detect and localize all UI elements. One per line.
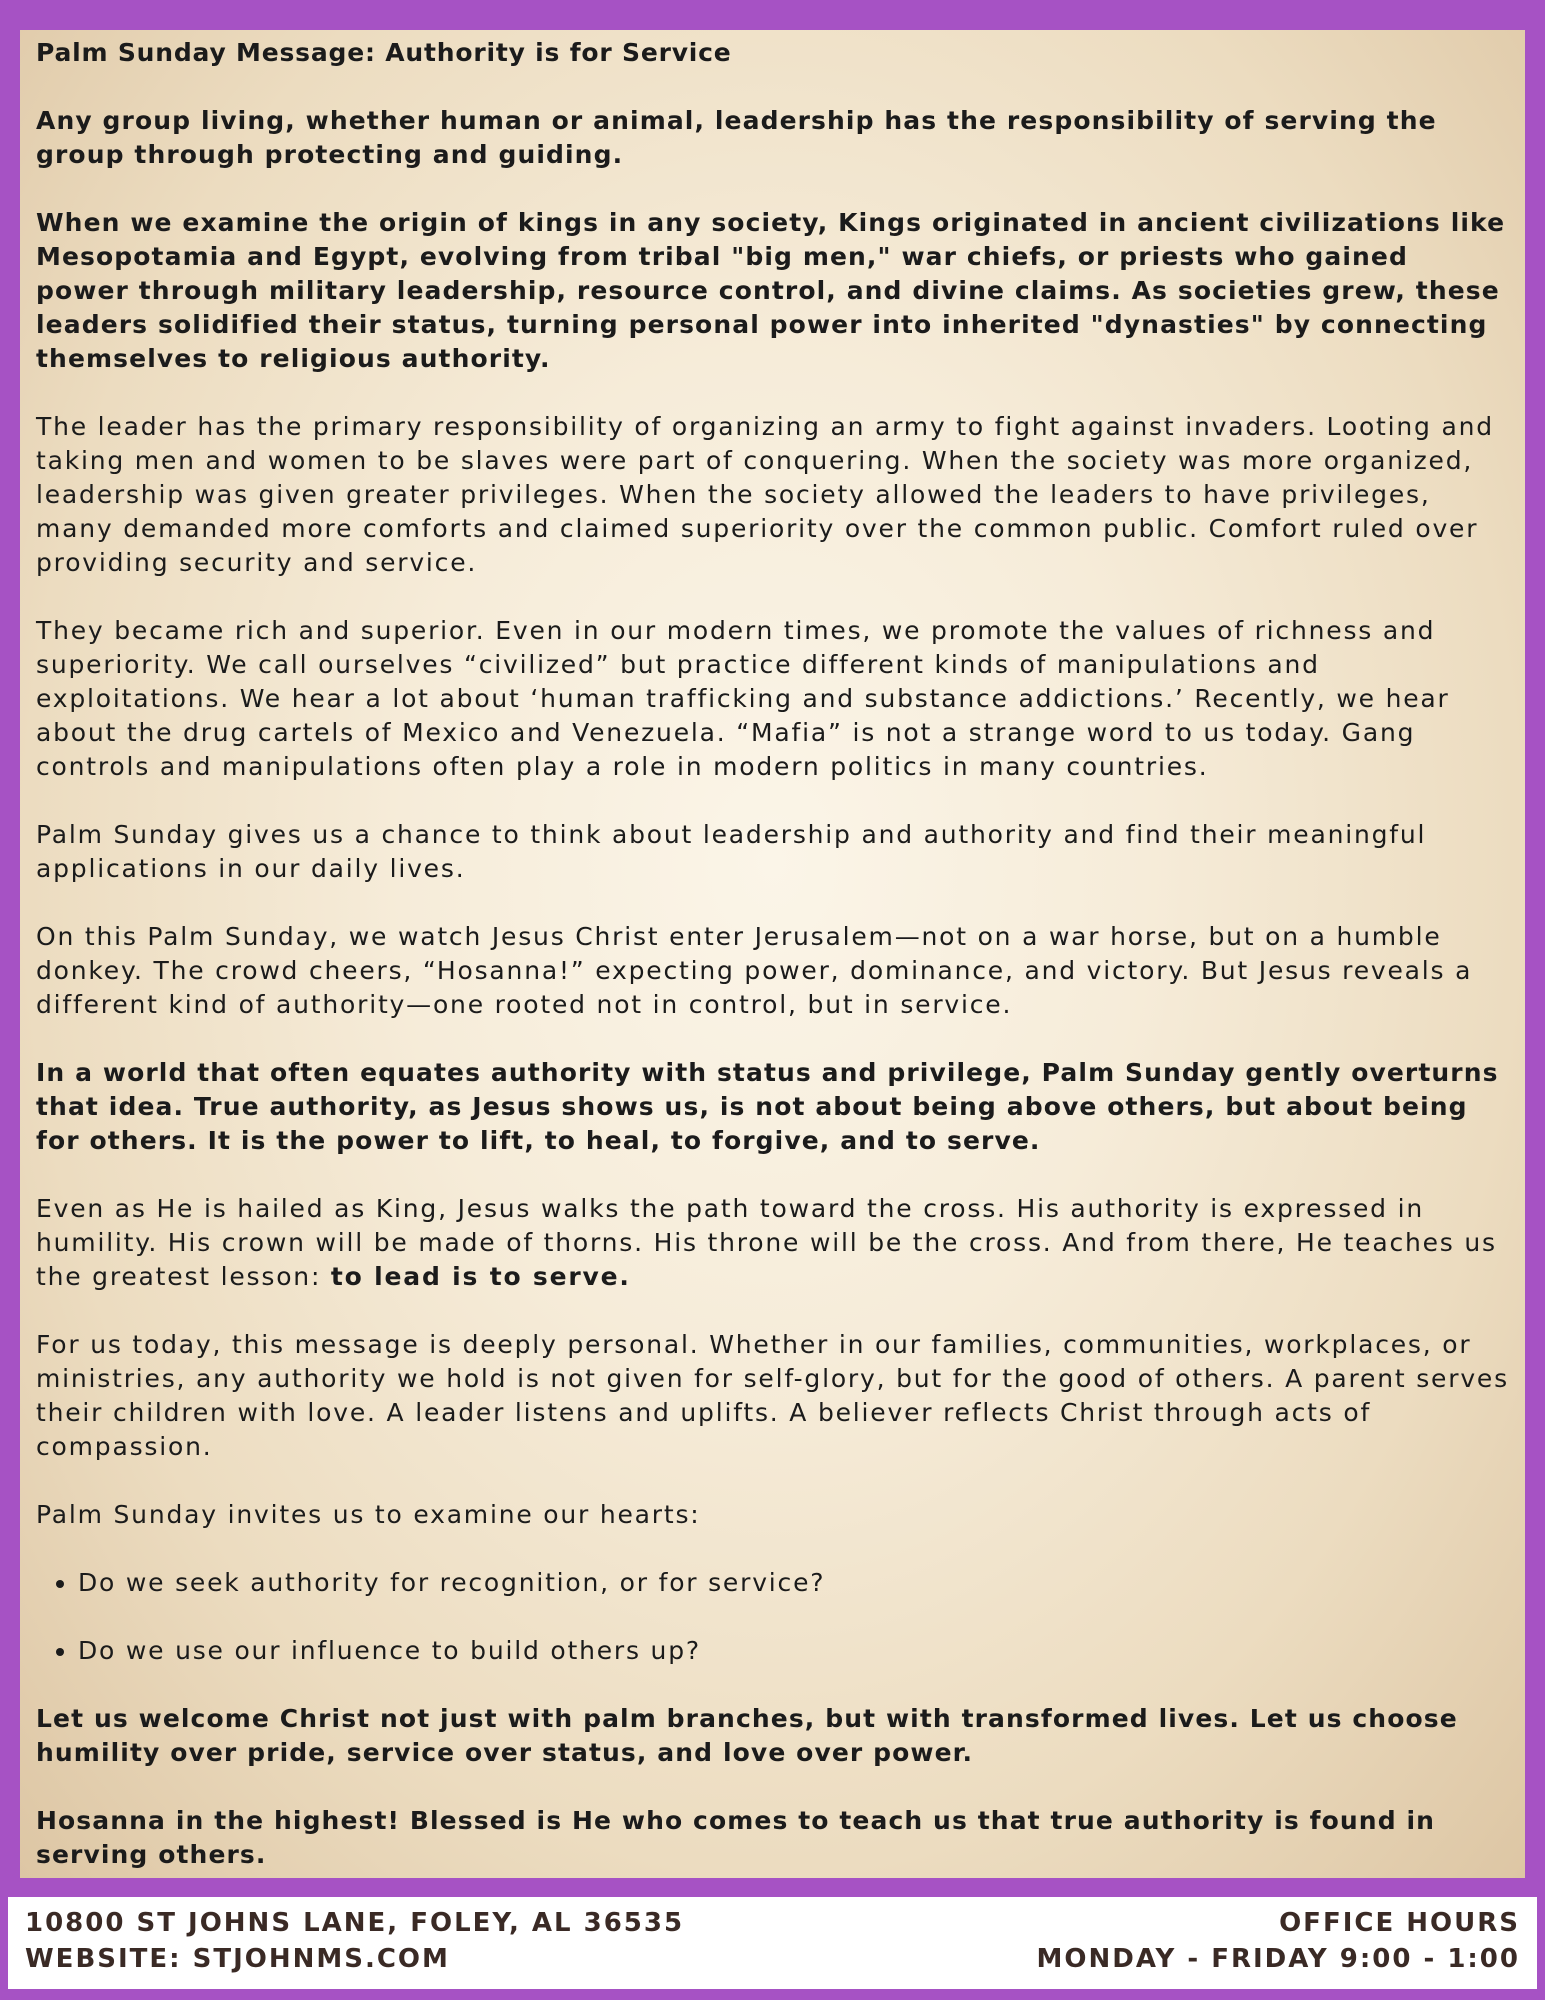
list-item: • Do we seek authority for recognition, or for service? [78, 1566, 1509, 1600]
paragraph-5: Palm Sunday gives us a chance to think about leadership and authority and find their meaningful applications in our daily lives. [36, 820, 1427, 883]
footer-hours-label: OFFICE HOURS [1279, 1908, 1520, 1938]
footer-hours-value: MONDAY - FRIDAY 9:00 - 1:00 [1036, 1944, 1520, 1974]
paragraph-3: The leader has the primary responsibility of organizing an army to fight against invaders. Looting and taking men and women to be slaves were part of conquering. When the society was more organized, leadership was given greater privileges. When the society allowed the leaders to have privileges, many demanded more comforts and claimed superiority over the common public. Comfort ruled over providing security and service. [36, 412, 1494, 577]
paragraph-4: They became rich and superior. Even in our modern times, we promote the values of richness and superiority. We call ourselves “civilized” but practice different kinds of manipulations and exploitations. We hear a lot about ‘human trafficking and substance addictions.’ Recently, we hear about the drug cartels of Mexico and Venezuela. “Mafia” is not a strange word to us today. Gang controls and manipulations often play a role in modern politics in many countries. [36, 616, 1450, 781]
paragraph-8-emphasis: to lead is to serve. [330, 1262, 631, 1291]
footer-hours [1037, 1905, 1520, 1977]
page-title: Palm Sunday Message: Authority is for Service [36, 38, 732, 67]
paragraph-8 [36, 1192, 1509, 1294]
paragraph-6: On this Palm Sunday, we watch Jesus Christ enter Jerusalem—not on a war horse, but on a humble donkey. The crowd cheers, “Hosanna!” expecting power, dominance, and victory. But Jesus reveals a different kind of authority—one rooted not in control, but in service. [36, 922, 1473, 1019]
paragraph-7: In a world that often equates authority with status and privilege, Palm Sunday gently overturns that idea. True authority, as Jesus shows us, is not about being above others, but about being for others. It is the power to lift, to heal, to forgive, and to serve. [36, 1058, 1499, 1155]
paragraph-1: Any group living, whether human or animal, leadership has the responsibility of serving the group through protecting and guiding. [36, 106, 1437, 169]
list-item: • Do we use our influence to build others up? [78, 1634, 1509, 1668]
footer-website: WEBSITE: STJOHNMS.COM [25, 1944, 450, 1974]
footer-address: 10800 ST JOHNS LANE, FOLEY, AL 36535 [25, 1908, 685, 1938]
question-list [36, 1566, 1509, 1668]
footer-contact [25, 1905, 684, 1977]
message-panel [20, 30, 1525, 1878]
footer [8, 1897, 1537, 1989]
paragraph-9: For us today, this message is deeply personal. Whether in our families, communities, workplaces, or ministries, any authority we hold is not given for self-glory, but for the good of others. A parent serves their children with love. A leader listens and uplifts. A believer reflects Christ through acts of compassion. [36, 1330, 1509, 1461]
paragraph-8-text: Even as He is hailed as King, Jesus walks the path toward the cross. His authority is expressed in humility. His crown will be made of thorns. His throne will be the cross. And from there, He teaches us the greatest lesson: [36, 1194, 1497, 1291]
paragraph-10: Palm Sunday invites us to examine our hearts: [36, 1500, 701, 1529]
paragraph-2: When we examine the origin of kings in any society, Kings originated in ancient civilizations like Mesopotamia and Egypt, evolving from tribal "big men," war chiefs, or priests who gained power through military leadership, resource control, and divine claims. As societies grew, these leaders solidified their status, turning personal power into inherited "dynasties" by connecting themselves to religious authority. [36, 208, 1506, 373]
paragraph-12: Hosanna in the highest! Blessed is He who comes to teach us that true authority is found in serving others. [36, 1806, 1436, 1869]
paragraph-11: Let us welcome Christ not just with palm branches, but with transformed lives. Let us choose humility over pride, service over status, and love over power. [36, 1704, 1458, 1767]
